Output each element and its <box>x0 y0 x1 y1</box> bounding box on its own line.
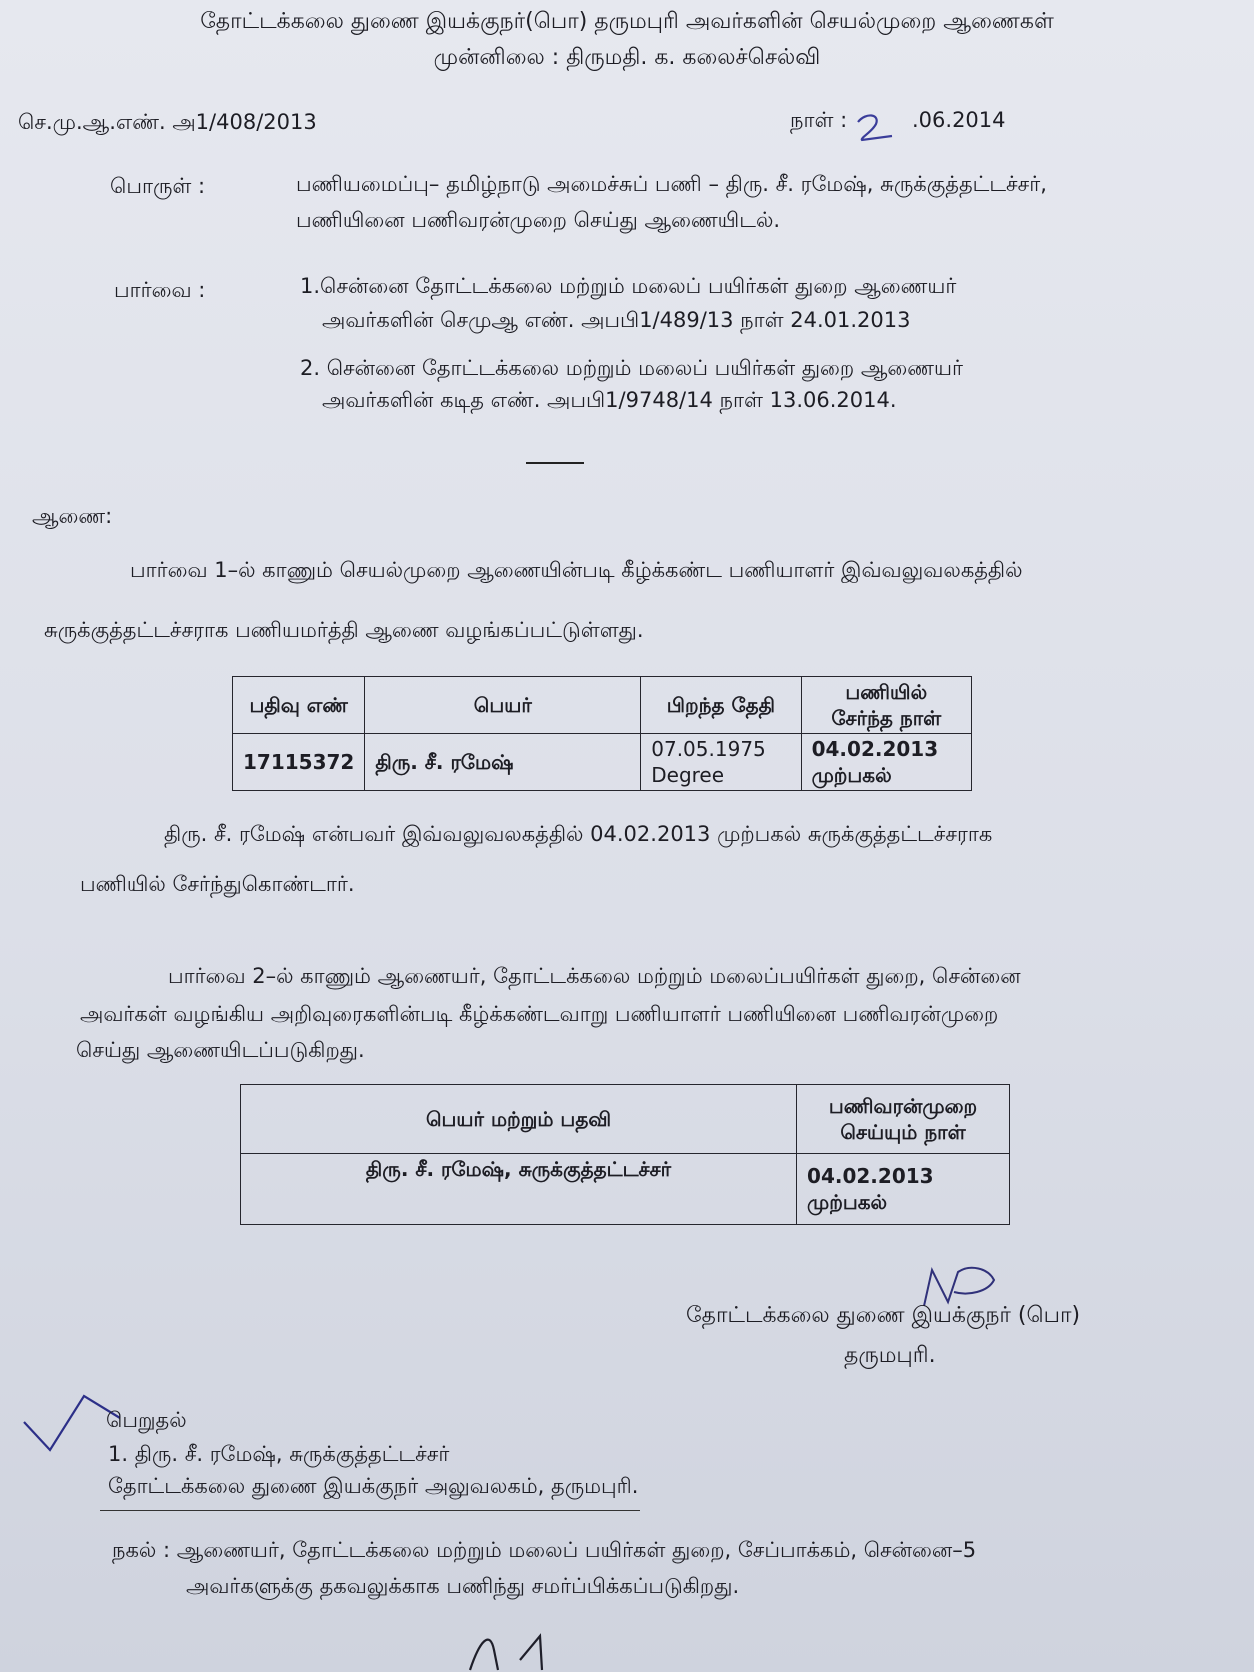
header-dob: பிறந்த தேதி <box>641 677 801 734</box>
reference-2-line-2: அவர்களின் கடித எண். அபபி1/9748/14 நாள் 13.06.2014. <box>322 388 897 412</box>
table-row <box>233 734 972 791</box>
order-label: ஆணை: <box>32 504 113 528</box>
header-name: பெயர் <box>365 677 641 734</box>
header-reg-no: பதிவு எண் <box>233 677 365 734</box>
recipient-label: பெறுதல் <box>106 1408 187 1432</box>
cell-name: திரு. சீ. ரமேஷ் <box>365 734 641 791</box>
table-header-row <box>241 1085 1010 1154</box>
cell-reg-no: 17115372 <box>233 734 365 791</box>
header-name-post: பெயர் மற்றும் பதவி <box>241 1085 797 1154</box>
para1-line-1: பார்வை 1–ல் காணும் செயல்முறை ஆணையின்படி கீழ்க்கண்ட பணியாளர் இவ்வலுவலகத்தில் <box>130 558 1023 582</box>
cell-regularise-date <box>797 1154 1010 1225</box>
para3-line-2: அவர்கள் வழங்கிய அறிவுரைகளின்படி கீழ்க்கண்டவாறு பணியாளர் பணியினை பணிவரன்முறை <box>80 1002 999 1026</box>
recipient-line-2: தோட்டக்கலை துணை இயக்குநர் அலுவலகம், தருமபுரி. <box>108 1474 639 1498</box>
header-presiding: முன்னிலை : திருமதி. க. கலைச்செல்வி <box>433 45 821 70</box>
cell-join-date: 04.02.2013 <box>811 737 939 761</box>
header-regularise-date: பணிவரன்முறை செய்யும் நாள் <box>797 1085 1010 1154</box>
cell-name-post: திரு. சீ. ரமேஷ், சுருக்குத்தட்டச்சர் <box>241 1154 797 1225</box>
date-label: நாள் : <box>790 108 848 132</box>
header-title: தோட்டக்கலை துணை இயக்குநர்(பொ) தருமபுரி அவர்களின் செயல்முறை ஆணைகள் <box>200 9 1054 34</box>
subject-label: பொருள் : <box>110 174 206 198</box>
signatory-title: தோட்டக்கலை துணை இயக்குநர் (பொ) <box>686 1303 1081 1328</box>
cell-dob-degree: Degree <box>651 763 725 787</box>
handwritten-date-mark <box>852 110 908 146</box>
reference-label: பார்வை : <box>114 278 206 302</box>
bottom-signature-fragment <box>460 1630 580 1672</box>
cell-regularise-session: முற்பகல் <box>807 1190 888 1214</box>
cell-dob-date: 07.05.1975 <box>651 737 766 761</box>
para2-line-1: திரு. சீ. ரமேஷ் என்பவர் இவ்வலுவலகத்தில் 04.02.2013 முற்பகல் சுருக்குத்தட்டச்சராக <box>164 822 993 846</box>
recipient-line-1: 1. திரு. சீ. ரமேஷ், சுருக்குத்தட்டச்சர் <box>108 1442 450 1466</box>
separator-dashes <box>526 462 584 464</box>
para3-line-3: செய்து ஆணையிடப்படுகிறது. <box>76 1038 365 1062</box>
copy-line-2: அவர்களுக்கு தகவலுக்காக பணிந்து சமர்ப்பிக்கப்படுகிறது. <box>186 1574 740 1598</box>
table-header-row <box>233 677 972 734</box>
reference-1-line-2: அவர்களின் செமுஆ எண். அபபி1/489/13 நாள் 24.01.2013 <box>322 308 911 332</box>
reference-1-line-1: 1.சென்னை தோட்டக்கலை மற்றும் மலைப் பயிர்கள் துறை ஆணையர் <box>300 274 957 298</box>
recipient-underline <box>100 1510 640 1511</box>
ref-number: செ.மு.ஆ.எண். அ1/408/2013 <box>18 110 317 134</box>
para1-line-2: சுருக்குத்தட்டச்சராக பணியமர்த்தி ஆணை வழங்கப்பட்டுள்ளது. <box>44 618 644 642</box>
cell-dob <box>641 734 801 791</box>
regularisation-table <box>240 1084 1010 1225</box>
table-row <box>241 1154 1010 1225</box>
cell-join <box>801 734 971 791</box>
subject-line-2: பணியினை பணிவரன்முறை செய்து ஆணையிடல். <box>296 208 781 232</box>
para2-line-2: பணியில் சேர்ந்துகொண்டார். <box>80 872 355 896</box>
copy-line-1: நகல் : ஆணையர், தோட்டக்கலை மற்றும் மலைப் பயிர்கள் துறை, சேப்பாக்கம், சென்னை–5 <box>112 1538 977 1562</box>
date-value: .06.2014 <box>912 108 1006 132</box>
cell-regularise-date-value: 04.02.2013 <box>807 1164 934 1188</box>
subject-line-1: பணியமைப்பு– தமிழ்நாடு அமைச்சுப் பணி – திரு. சீ. ரமேஷ், சுருக்குத்தட்டச்சர், <box>296 172 1047 196</box>
signatory-place: தருமபுரி. <box>844 1343 936 1368</box>
appointment-table <box>232 676 972 791</box>
header-join-date: பணியில் சேர்ந்த நாள் <box>801 677 971 734</box>
cell-join-session: முற்பகல் <box>811 763 892 787</box>
para3-line-1: பார்வை 2–ல் காணும் ஆணையர், தோட்டக்கலை மற்றும் மலைப்பயிர்கள் துறை, சென்னை <box>168 964 1021 988</box>
reference-2-line-1: 2. சென்னை தோட்டக்கலை மற்றும் மலைப் பயிர்கள் துறை ஆணையர் <box>300 356 964 380</box>
